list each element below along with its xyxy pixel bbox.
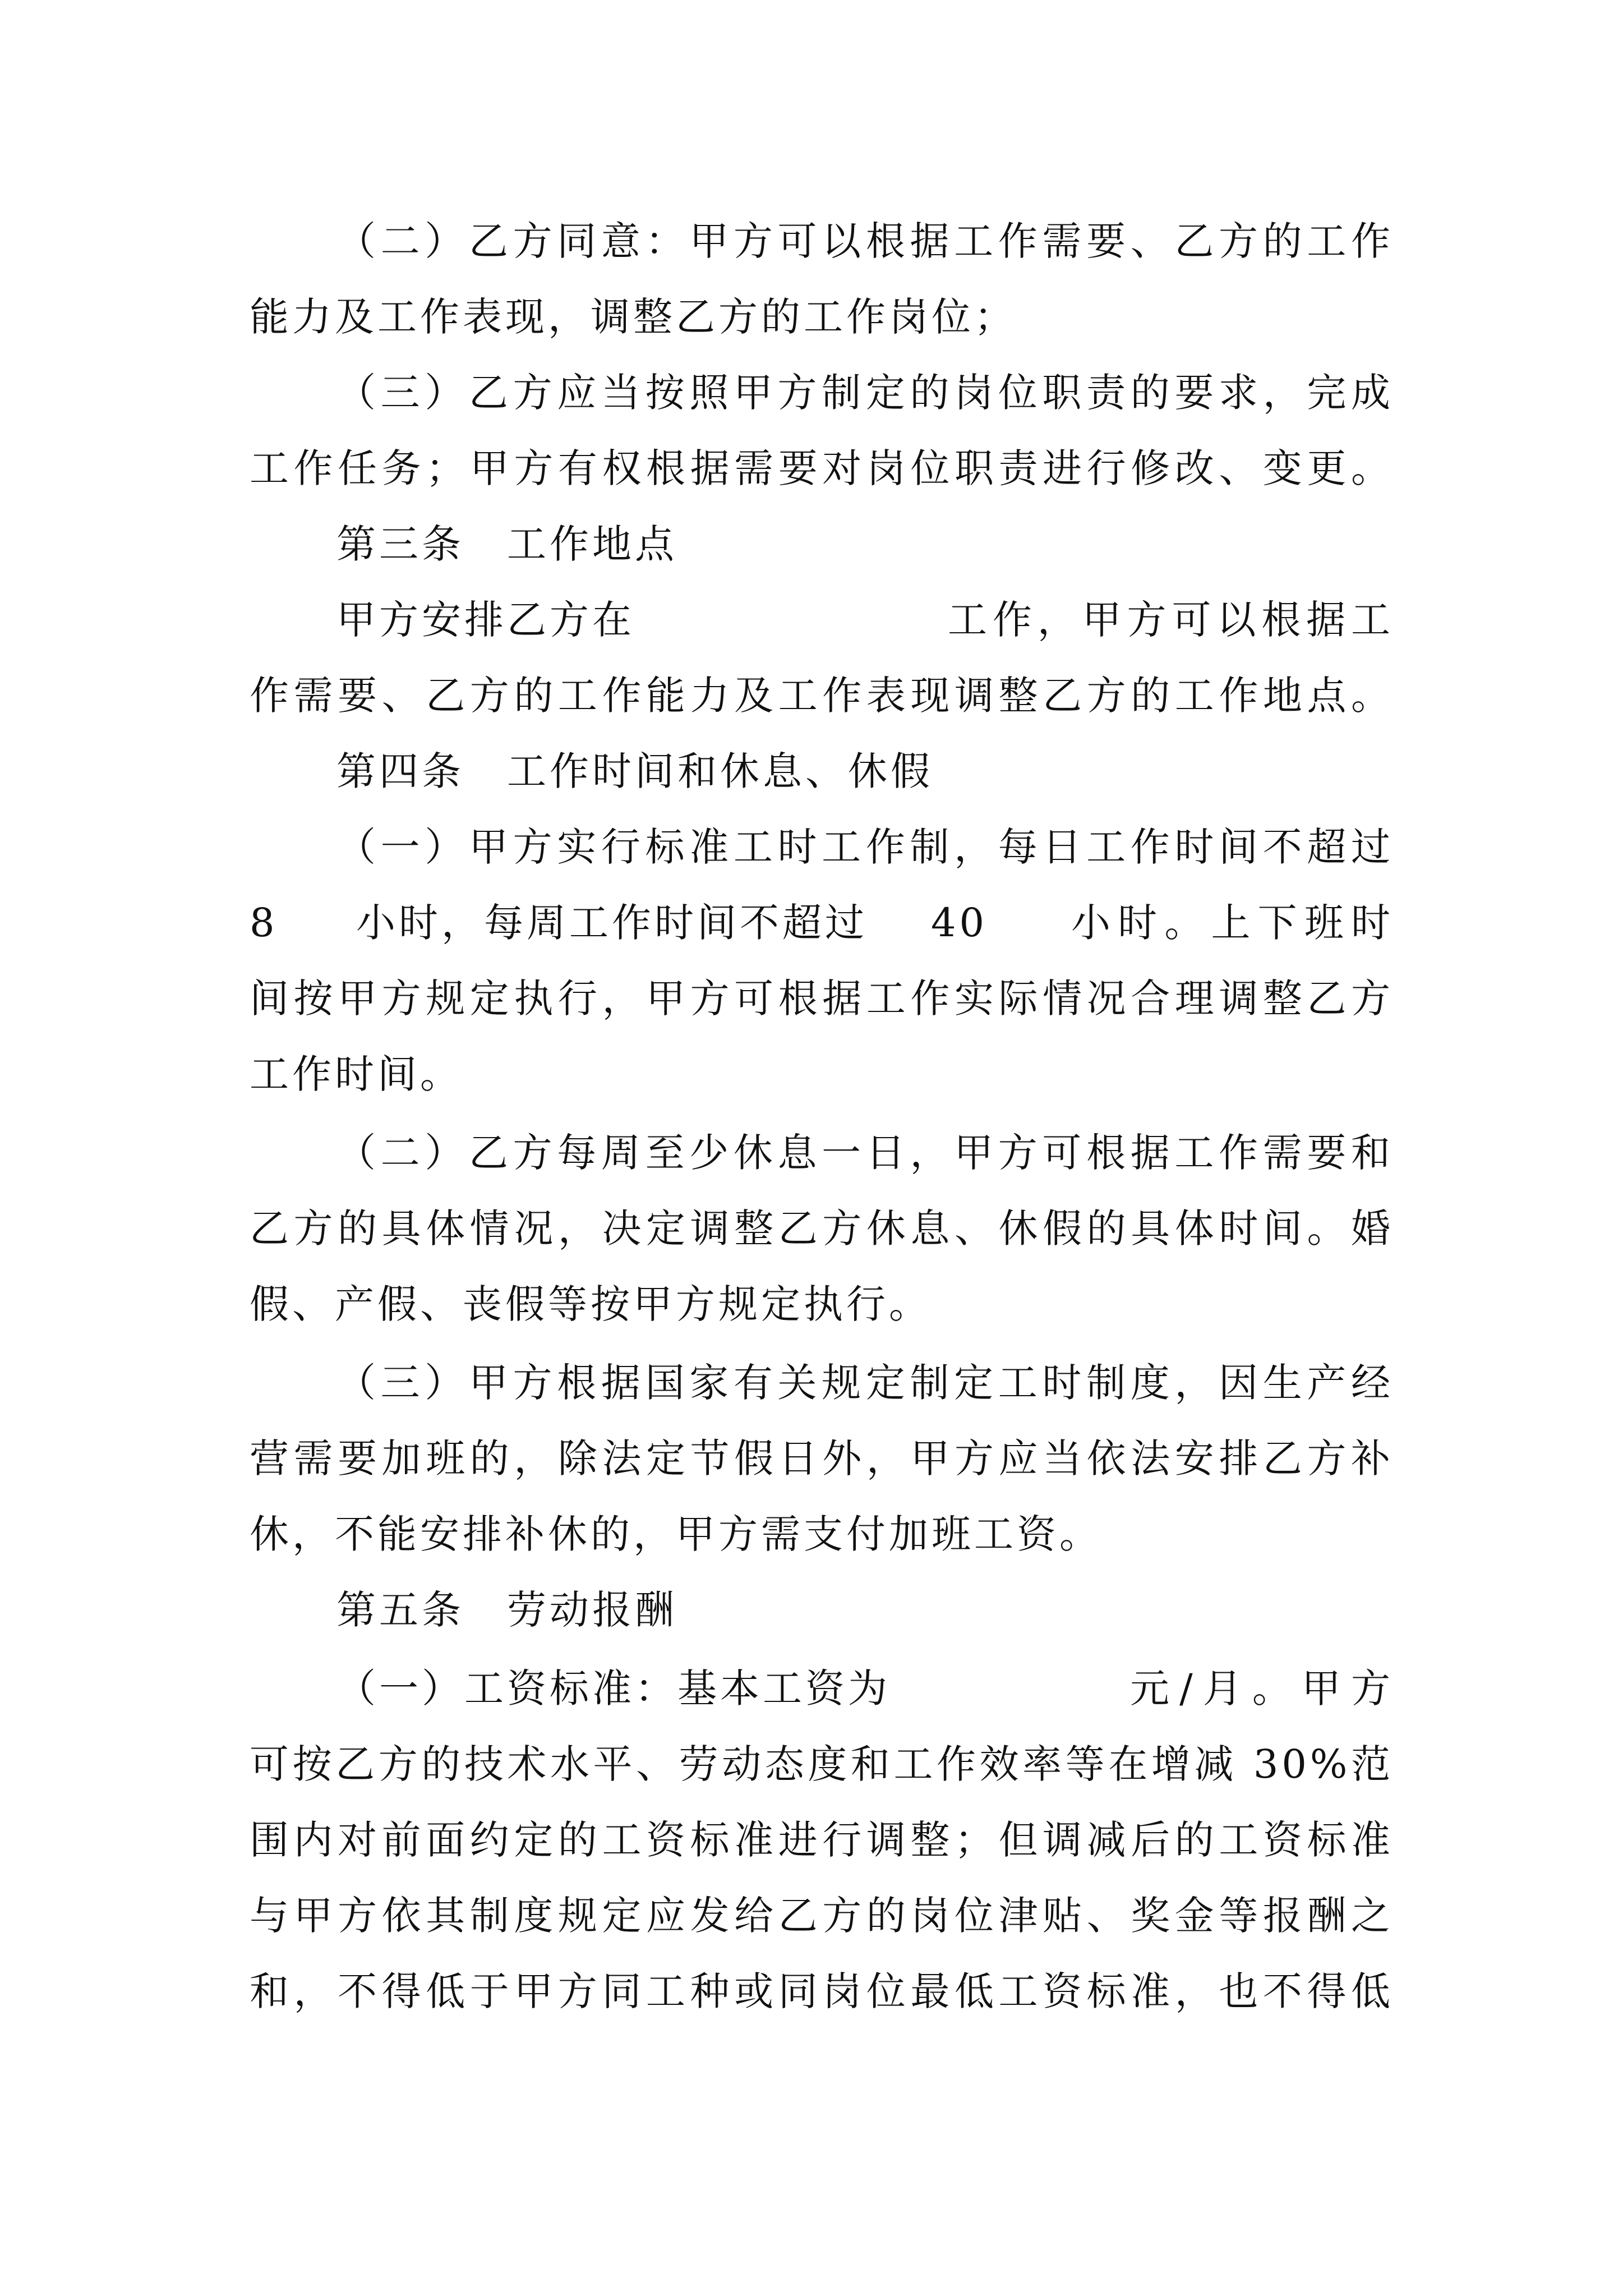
- paragraph-line: （一）甲方实行标准工时工作制，每日工作时间不超过: [336, 824, 1394, 870]
- paragraph-line: 小时。上下班时: [1071, 900, 1394, 946]
- paragraph-line: 工作时间。: [250, 1051, 463, 1097]
- paragraph-line: 作需要、乙方的工作能力及工作表现调整乙方的工作地点。: [250, 673, 1394, 719]
- paragraph-line: 休，不能安排补休的，甲方需支付加班工资。: [250, 1511, 1102, 1557]
- hours-per-week-value: 40: [931, 900, 988, 946]
- paragraph-line: 营需要加班的，除法定节假日外，甲方应当依法安排乙方补: [250, 1435, 1394, 1481]
- paragraph-line: 工作任务；甲方有权根据需要对岗位职责进行修改、变更。: [250, 445, 1394, 491]
- paragraph-line: 小时，每周工作时间不超过: [356, 900, 868, 946]
- section-heading: 第四条 工作时间和休息、休假: [336, 748, 933, 794]
- paragraph-line: 与甲方依其制度规定应发给乙方的岗位津贴、奖金等报酬之: [250, 1893, 1394, 1939]
- paragraph-line: （一）工资标准：基本工资为: [336, 1665, 891, 1711]
- paragraph-line: 能力及工作表现，调整乙方的工作岗位；: [250, 294, 1017, 340]
- paragraph-line: 假、产假、丧假等按甲方规定执行。: [250, 1281, 932, 1327]
- paragraph-line: 乙方的具体情况，决定调整乙方休息、休假的具体时间。婚: [250, 1205, 1394, 1251]
- paragraph-line: 围内对前面约定的工资标准进行调整；但调减后的工资标准: [250, 1817, 1394, 1863]
- paragraph-line: 和，不得低于甲方同工种或同岗位最低工资标准，也不得低: [250, 1968, 1394, 2014]
- paragraph-line: 可按乙方的技术水平、劳动态度和工作效率等在增减 30%范: [250, 1741, 1394, 1787]
- section-heading: 第五条 劳动报酬: [336, 1587, 677, 1633]
- paragraph-line: 甲方安排乙方在: [336, 597, 635, 643]
- paragraph-line: （二）乙方每周至少休息一日，甲方可根据工作需要和: [336, 1130, 1394, 1176]
- hours-per-day-value: 8: [250, 900, 278, 946]
- paragraph-line: 元/月。甲方: [1130, 1665, 1394, 1711]
- paragraph-line: （三）乙方应当按照甲方制定的岗位职责的要求，完成: [336, 370, 1394, 416]
- paragraph-line: （三）甲方根据国家有关规定制定工时制度，因生产经: [336, 1360, 1394, 1406]
- paragraph-line: （二）乙方同意：甲方可以根据工作需要、乙方的工作: [336, 218, 1394, 264]
- paragraph-line: 间按甲方规定执行，甲方可根据工作实际情况合理调整乙方: [250, 976, 1394, 1022]
- section-heading: 第三条 工作地点: [336, 521, 677, 567]
- paragraph-line: 工作，甲方可以根据工: [948, 597, 1394, 643]
